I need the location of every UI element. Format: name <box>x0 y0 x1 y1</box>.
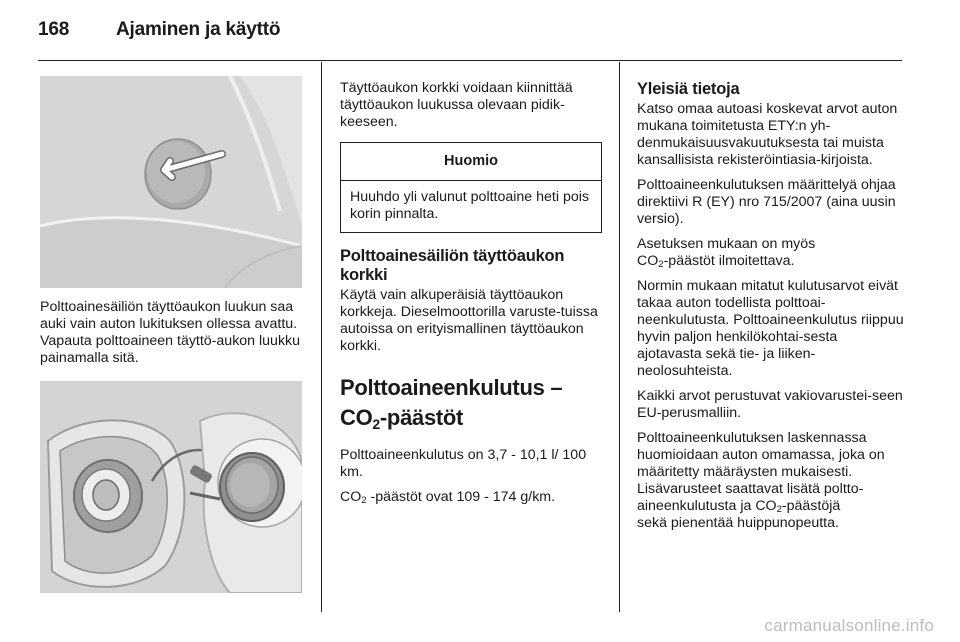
notice-box <box>340 142 602 233</box>
general-info-p6-mid: -päästöjä <box>781 498 841 514</box>
general-info-p3 <box>637 236 905 270</box>
general-info-p4: Normin mukaan mitatut kulutusarvot eivät takaa auton todellista polttoai-neenkulutusta. Polttoaineenkulutus riippuu hyvin paljon henkilökohtai-sesta ajotavasta sekä tie- ja liiken-neolosuhteista. <box>637 278 904 379</box>
fuel-consumption-heading-line1: Polttoaineenkulutus – <box>340 375 563 400</box>
general-info-p6-end: sekä pienentää huippunopeutta. <box>637 515 839 531</box>
figure-1-caption: Polttoainesäiliön täyttöaukon luukun saa auki vain auton lukituksen ollessa avattu. Vapauta polttoaineen täyttö-aukon luukku painamalla sitä. <box>40 299 301 366</box>
general-info-p5: Kaikki arvot perustuvat vakiovarustei-seen EU-perusmalliin. <box>637 388 903 421</box>
co2-heading-suffix: -päästöt <box>379 405 464 430</box>
co2-subscript: 2 <box>776 504 782 515</box>
general-info-heading: Yleisiä tietoja <box>637 80 740 98</box>
general-info-p2: Polttoaineenkulutuksen määrittelyä ohjaa direktiivi R (EY) nro 715/2007 (aina uusin versio). <box>637 177 896 227</box>
fuel-flap-drawing <box>40 76 302 288</box>
co2-heading-co: CO <box>340 405 373 430</box>
column-divider-1 <box>321 62 322 612</box>
cap-holder-text: Täyttöaukon korkki voidaan kiinnittää täyttöaukon luukussa olevaan pidik-keeseen. <box>340 80 573 130</box>
watermark: carmanualsonline.info <box>764 616 934 635</box>
fuel-filler-flap-illustration <box>40 76 302 288</box>
co2-value-text: -päästöt ovat 109 - 174 g/km. <box>366 489 556 505</box>
notice-heading: Huomio <box>341 143 601 181</box>
co2-emission-value <box>340 489 602 506</box>
right-column <box>637 80 905 540</box>
page-header <box>38 12 280 48</box>
fuel-cap-holder-illustration <box>40 381 302 593</box>
general-info-p3-start: Asetuksen mukaan on myös <box>637 236 816 252</box>
fuel-cap-text: Käytä vain alkuperäisiä täyttöaukon korkkeja. Dieselmoottorilla varuste-tuissa autoissa on erityismallinen täyttöaukon korkki. <box>340 287 598 354</box>
general-info-p6 <box>637 430 905 532</box>
fuel-consumption-heading <box>340 373 602 439</box>
co2-subscript: 2 <box>361 495 367 506</box>
notice-text: Huuhdo yli valunut polttoaine heti pois korin pinnalta. <box>350 189 589 222</box>
page-number: 168 <box>38 19 70 40</box>
co2-subscript: 2 <box>658 259 664 270</box>
fuel-cap-drawing <box>40 381 302 593</box>
chapter-title: Ajaminen ja käyttö <box>116 19 281 40</box>
general-info-p1: Katso omaa autoasi koskevat arvot auton mukana toimitetusta ETY:n yh-denmukaisuusvakuutuksesta tai muista kansallisista rekisteröintiasia-kirjoista. <box>637 101 898 168</box>
header-rule <box>38 60 902 61</box>
fuel-consumption-value: Polttoaineenkulutus on 3,7 - 10,1 l/ 100 km. <box>340 447 587 480</box>
general-info-p6-start: Polttoaineenkulutuksen laskennassa huomioidaan auton omamassa, joka on määritetty määräysten mukaisesti. Lisävarusteet saattavat lisätä poltto-aineenkulutusta ja CO <box>637 430 885 514</box>
middle-column <box>340 80 602 514</box>
co2-heading-subscript: 2 <box>372 416 380 432</box>
column-divider-2 <box>619 62 620 612</box>
co2-co: CO <box>340 489 362 505</box>
co2-co: CO <box>637 253 659 269</box>
general-info-p3-end: -päästöt ilmoitettava. <box>663 253 795 269</box>
fuel-cap-heading: Polttoainesäiliön täyttöaukon korkki <box>340 247 565 284</box>
